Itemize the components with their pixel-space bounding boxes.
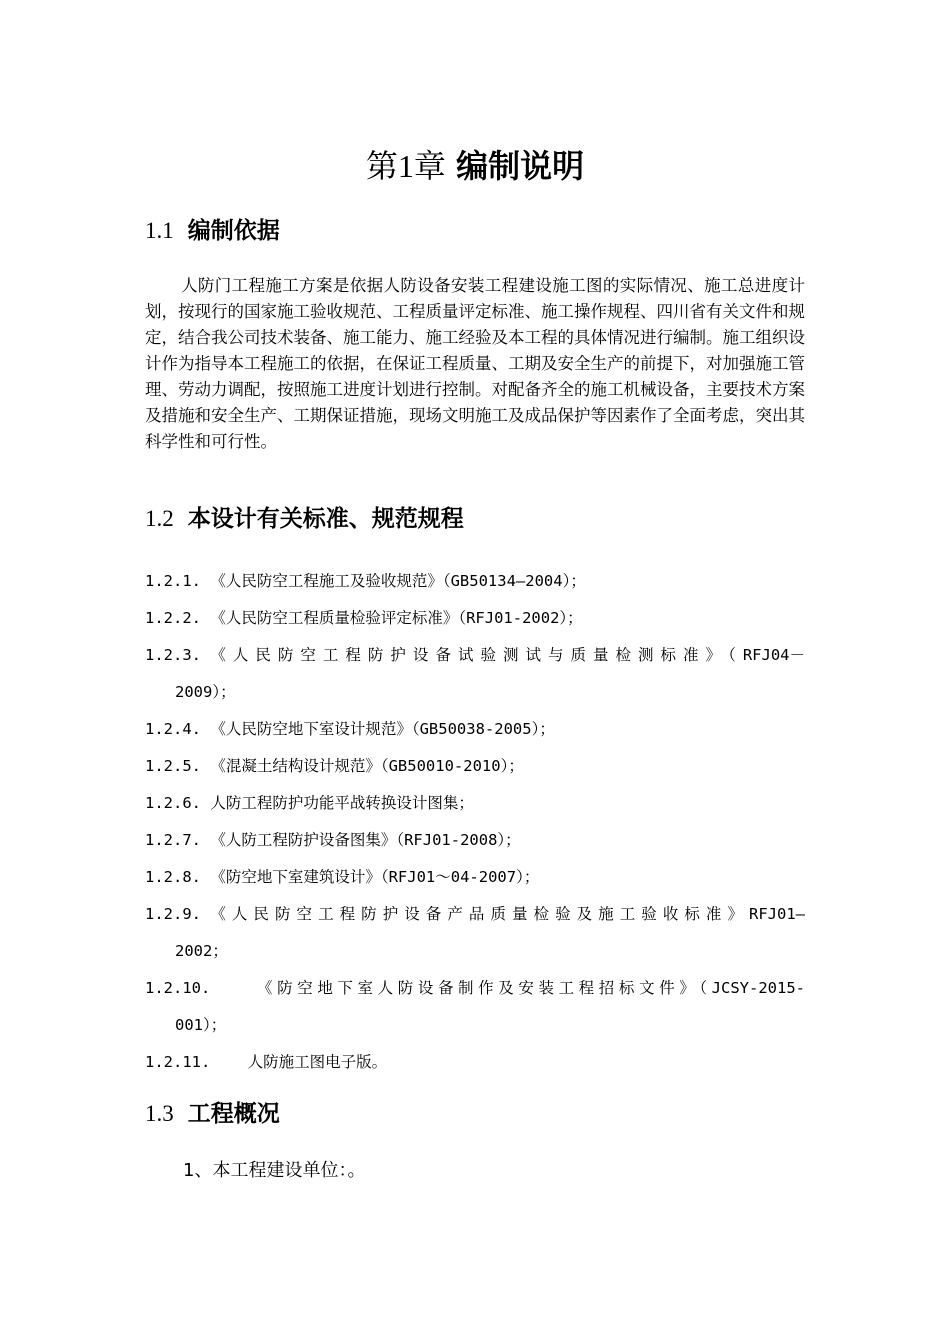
reference-number: 1.2.8. <box>145 868 201 886</box>
section-heading-1-2 <box>145 502 464 536</box>
reference-item <box>145 600 805 637</box>
reference-item <box>145 1044 805 1081</box>
reference-continuation: 2009）； <box>175 683 236 701</box>
reference-number: 1.2.3. <box>145 646 201 664</box>
reference-number: 1.2.7. <box>145 831 201 849</box>
reference-item <box>145 637 805 674</box>
reference-item <box>145 563 805 600</box>
section-title: 本设计有关标准、规范规程 <box>187 506 464 532</box>
reference-text: 人防工程防护功能平战转换设计图集； <box>210 794 474 812</box>
reference-item <box>145 748 805 785</box>
section-heading-1-3 <box>145 1097 280 1131</box>
reference-item <box>145 822 805 859</box>
reference-list <box>145 563 805 1081</box>
reference-text: 《人民防空工程施工及验收规范》（GB50134—2004）； <box>210 572 586 590</box>
reference-continuation: 001）； <box>175 1016 227 1034</box>
section-title: 编制依据 <box>187 218 280 244</box>
reference-item <box>145 970 805 1007</box>
reference-text: 《防空地下室人防设备制作及安装工程招标文件》（JCSY-2015- <box>257 979 805 997</box>
reference-number: 1.2.6. <box>145 794 201 812</box>
intro-paragraph: 人防门工程施工方案是依据人防设备安装工程建设施工图的实际情况、施工总进度计划，按现行的国家施工验收规范、工程质量评定标准、施工操作规程、四川省有关文件和规定，结合我公司技术装备、施工能力、施工经验及本工程的具体情况进行编制。施工组织设计作为指导本工程施工的依据，在保证工程质量、工期及安全生产的前提下，对加强施工管理、劳动力调配，按照施工进度计划进行控制。对配备齐全的施工机械设备，主要技术方案及措施和安全生产、工期保证措施，现场文明施工及成品保护等因素作了全面考虑，突出其科学性和可行性。 <box>145 276 805 451</box>
reference-text: 《人防工程防护设备图集》（RFJ01-2008）； <box>210 831 521 849</box>
reference-item <box>145 859 805 896</box>
reference-text: 《人民防空工程质量检验评定标准》（RFJ01-2002）； <box>210 609 583 627</box>
reference-number: 1.2.5. <box>145 757 201 775</box>
section-number: 1.3 <box>145 1101 174 1126</box>
chapter-title <box>0 143 950 189</box>
reference-number: 1.2.2. <box>145 609 201 627</box>
reference-item <box>145 711 805 748</box>
overview-item: 1、本工程建设单位：。 <box>183 1160 366 1181</box>
reference-text: 《人民防空工程防护设备产品质量检验及施工验收标准》RFJ01— <box>210 905 805 923</box>
reference-number: 1.2.1. <box>145 572 201 590</box>
chapter-title-text: 编制说明 <box>456 147 585 185</box>
section-number: 1.1 <box>145 218 174 243</box>
reference-text: 《人民防空工程防护设备试验测试与质量检测标准》（RFJ04－ <box>210 646 805 664</box>
section-heading-1-1 <box>145 214 280 248</box>
chapter-number: 第1章 <box>365 148 446 184</box>
reference-number: 1.2.10. <box>145 979 211 997</box>
reference-text: 人防施工图电子版。 <box>247 1053 388 1071</box>
reference-number: 1.2.9. <box>145 905 201 923</box>
section-title: 工程概况 <box>187 1101 280 1127</box>
reference-number: 1.2.11. <box>145 1053 211 1071</box>
reference-number: 1.2.4. <box>145 720 201 738</box>
reference-text: 《防空地下室建筑设计》（RFJ01～04-2007）； <box>210 868 540 886</box>
reference-item <box>145 896 805 933</box>
reference-text: 《人民防空地下室设计规范》（GB50038-2005）； <box>210 720 555 738</box>
section-number: 1.2 <box>145 506 174 531</box>
reference-text: 《混凝土结构设计规范》（GB50010-2010）； <box>210 757 524 775</box>
reference-continuation: 2002； <box>175 942 228 960</box>
reference-item <box>145 785 805 822</box>
